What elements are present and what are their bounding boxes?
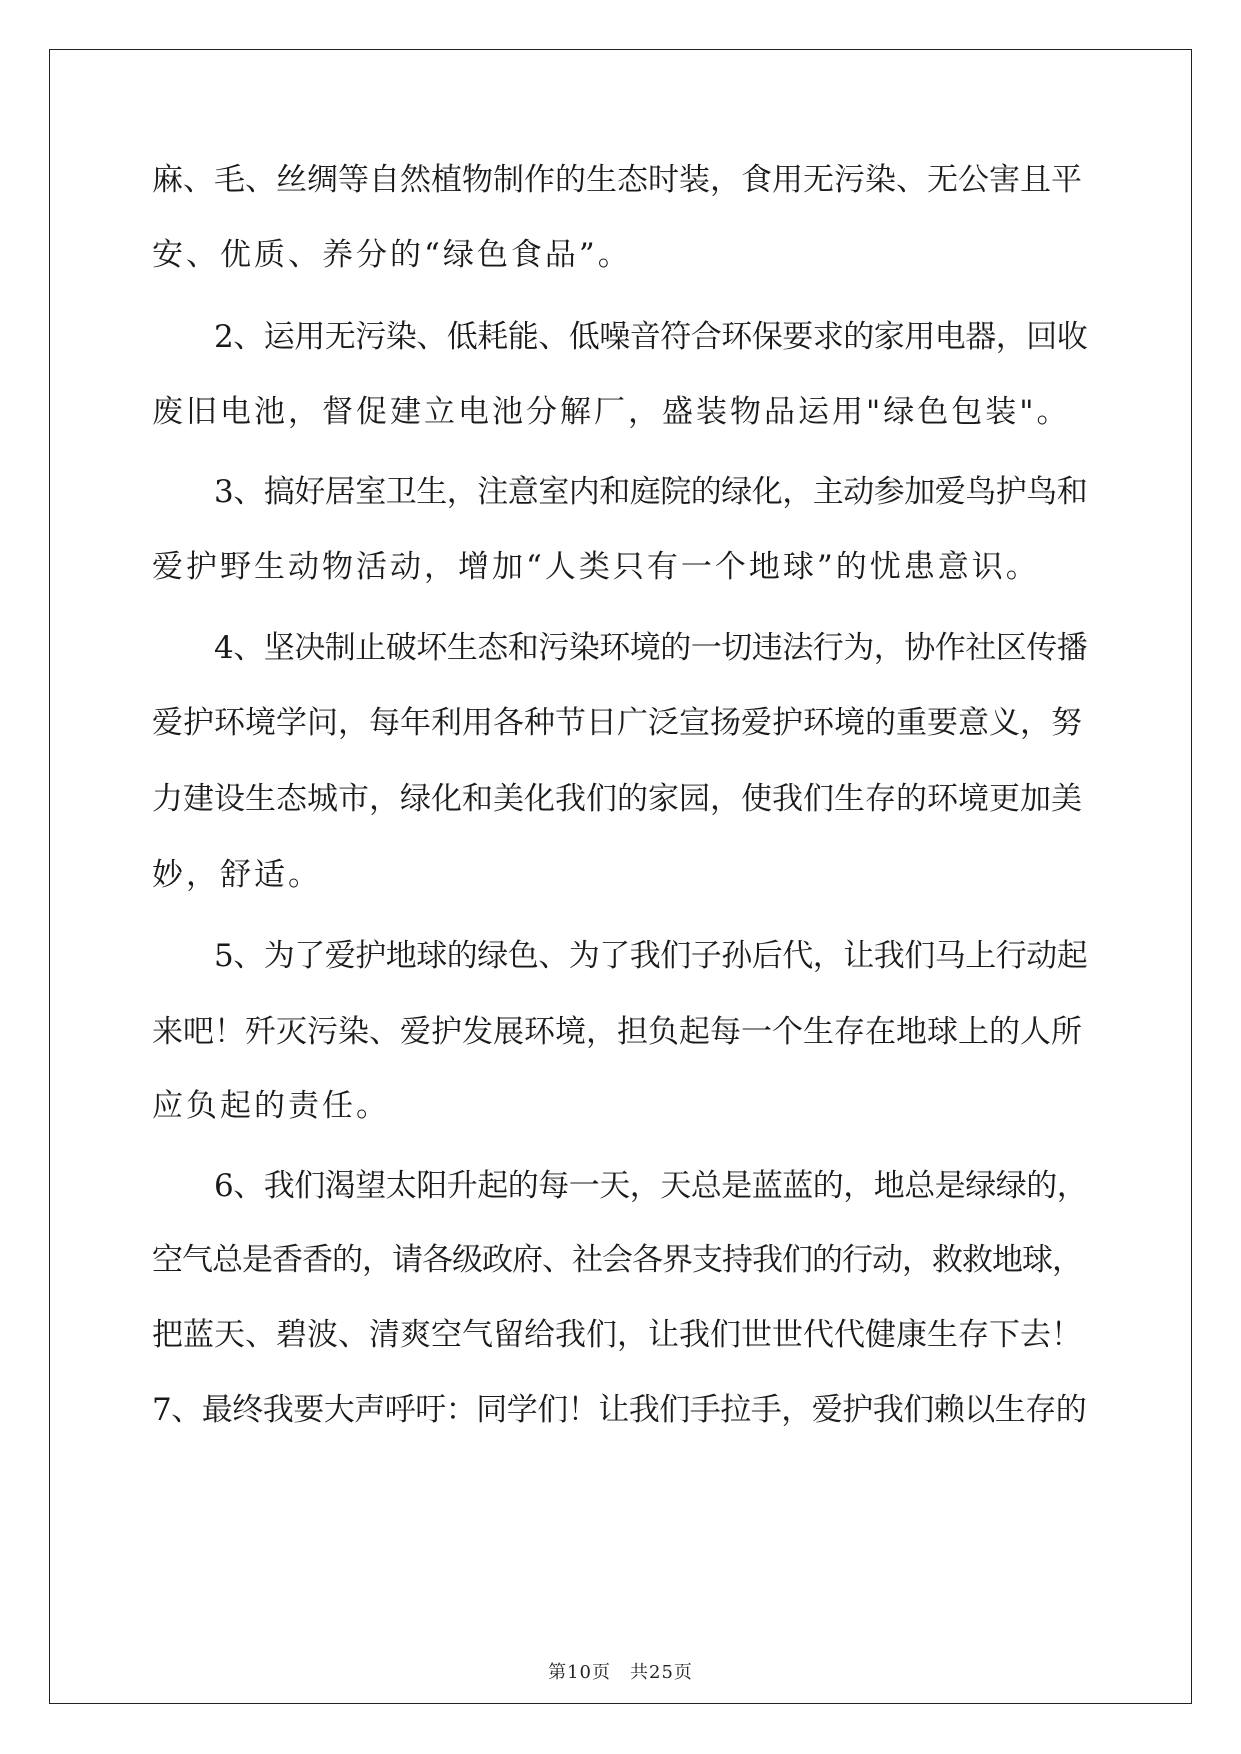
text-line: 安、优质、养分的“绿色食品”。	[152, 237, 632, 273]
text-line: 6、我们渴望太阳升起的每一天，天总是蓝蓝的，地总是绿绿的，	[214, 1168, 1088, 1204]
text-line: 5、为了爱护地球的绿色、为了我们子孙后代，让我们马上行动起	[214, 938, 1088, 974]
text-line: 来吧！歼灭污染、爱护发展环境，担负起每一个生存在地球上的人所	[152, 1014, 1082, 1050]
text-line: 应负起的责任。	[152, 1088, 390, 1124]
text-line: 3、搞好居室卫生，注意室内和庭院的绿化，主动参加爱鸟护鸟和	[214, 474, 1088, 510]
text-line: 把蓝天、碧波、清爽空气留给我们，让我们世世代代健康生存下去！	[152, 1317, 1082, 1353]
page-number-footer: 第10页 共25页	[548, 1662, 693, 1683]
text-line: 力建设生态城市，绿化和美化我们的家园，使我们生存的环境更加美	[152, 781, 1082, 817]
text-line: 爱护野生动物活动，增加“人类只有一个地球”的忧患意识。	[152, 549, 1040, 585]
text-line: 妙，舒适。	[152, 857, 322, 893]
text-line: 爱护环境学问，每年利用各种节日广泛宣扬爱护环境的重要意义，努	[152, 705, 1082, 741]
text-line: 空气总是香香的，请各级政府、社会各界支持我们的行动，救救地球，	[152, 1242, 1082, 1278]
text-line: 7、最终我要大声呼吁：同学们！让我们手拉手，爱护我们赖以生存的	[152, 1392, 1087, 1428]
text-line: 麻、毛、丝绸等自然植物制作的生态时装，食用无污染、无公害且平	[152, 162, 1082, 198]
text-line: 2、运用无污染、低耗能、低噪音符合环保要求的家用电器，回收	[214, 319, 1088, 355]
text-line: 废旧电池，督促建立电池分解厂，盛装物品运用"绿色包装"。	[152, 394, 1071, 430]
text-line: 4、坚决制止破坏生态和污染环境的一切违法行为，协作社区传播	[214, 630, 1088, 666]
